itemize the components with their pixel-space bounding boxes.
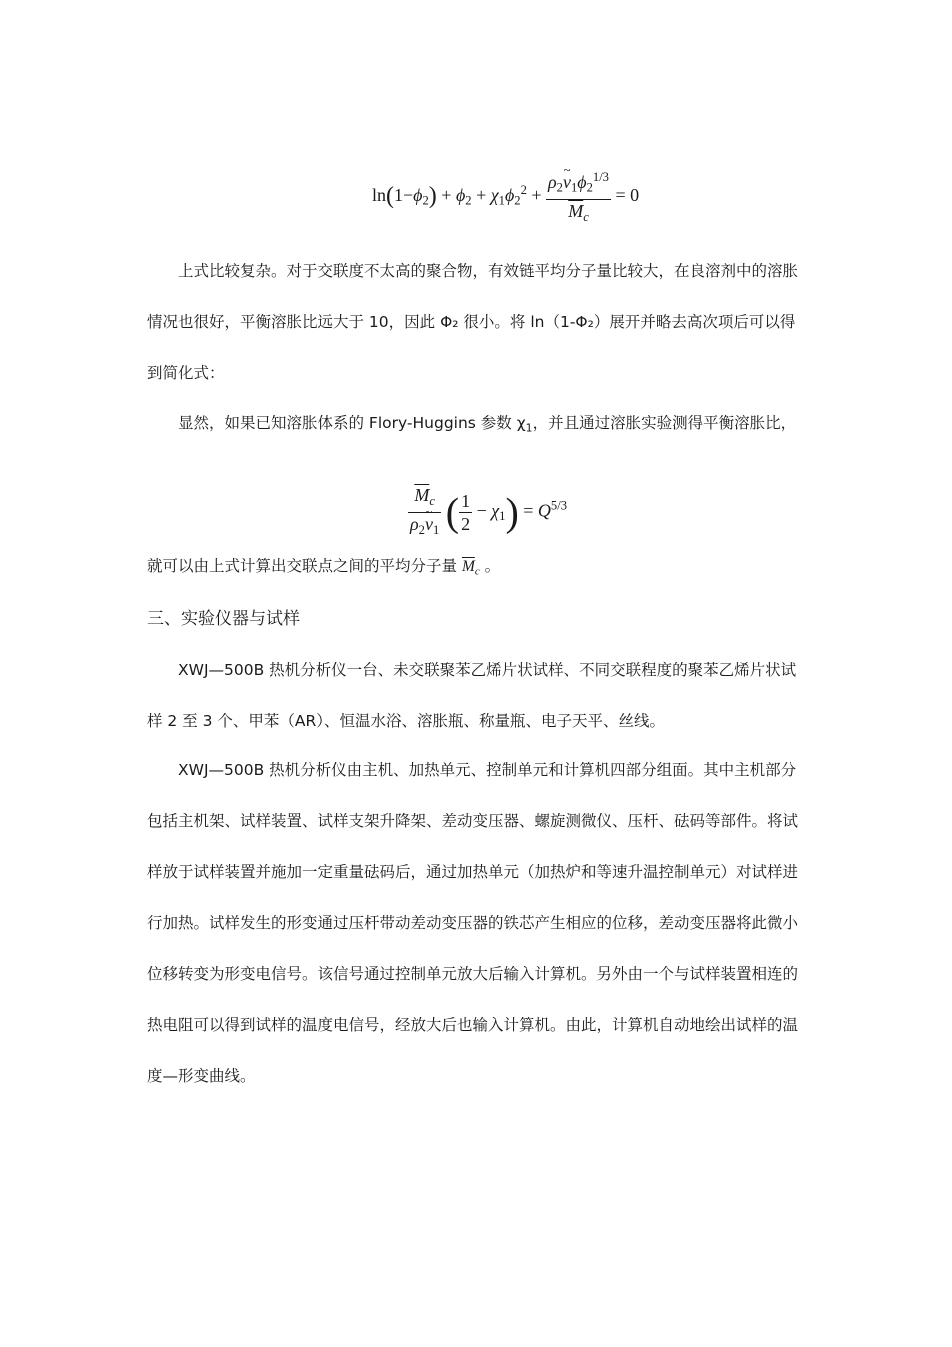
paragraph-instruments-list: XWJ—500B 热机分析仪一台、未交联聚苯乙烯片状试样、不同交联程度的聚苯乙烯片状试样 2 至 3 个、甲苯（AR）、恒温水浴、溶胀瓶、称量瓶、电子天平、丝线。 (147, 661, 797, 730)
para2-tail: ，并且通过溶胀实验测得平衡溶胀比， (532, 414, 797, 432)
eq1-rho-sub: 2 (556, 180, 563, 195)
eq1-rho: ρ (548, 171, 557, 192)
para3-M: $\overline{M}$ (461, 558, 475, 575)
para3-lead: 就可以由上式计算出交联点之间的平均分子量 (147, 557, 458, 575)
eq2-chi-sub: 1 (499, 509, 506, 524)
eq1-plus-a: + (441, 184, 452, 205)
section-heading-instruments: 三、实验仪器与试样 (147, 609, 300, 629)
eq2-v: ~ v (425, 513, 433, 535)
eq1-minus: − (403, 184, 414, 205)
eq2-chi: χ (491, 500, 500, 521)
eq1-one: 1 (394, 184, 404, 205)
eq2-v-sub: 1 (432, 522, 440, 537)
eq2-equals: = (523, 500, 534, 521)
eq2-half (459, 490, 472, 535)
equation-swelling-full: $\ln(1-\phi_2) + \phi_2 + \chi_1\phi_2^2$ + $\frac{\rho_2\sim v_1\phi_2^{1/3}}{\overline{M}_c}$ = 0 (372, 166, 639, 216)
paragraph-simplification: 上式比较复杂。对于交联度不太高的聚合物，有效链平均分子量比较大，在良溶剂中的溶胀情况也很好，平衡溶胀比远大于 10，因此 Φ₂ 很小。将 ln（1-Φ₂）展开并略去高次项后可以得到简化式： (147, 262, 799, 382)
eq2-M-sub: c (429, 493, 435, 508)
eq2-Q-exp: 5/3 (550, 498, 568, 513)
eq1-M: $\overline{M}$ (568, 200, 584, 221)
paragraph-instrument-description: XWJ—500B 热机分析仪由主机、加热单元、控制单元和计算机四部分组面。其中主机部分包括主机架、试样装置、试样支架升降架、差动变压器、螺旋测微仪、压杆、砝码等部件。将试样放于试样装置并施加一定重量砝码后，通过加热单元（加热炉和等速升温控制单元）对试样进行加热。试样发生的形变通过压杆带动差动变压器的铁芯产生相应的位移，差动变压器将此微小位移转变为形变电信号。该信号通过控制单元放大后输入计算机。另外由一个与试样装置相连的热电阻可以得到试样的温度电信号，经放大后也输入计算机。由此，计算机自动地绘出试样的温度—形变曲线。 (147, 761, 799, 1085)
eq2-M: $\overline{M}$ (414, 485, 430, 505)
eq1-phi-d-sub: 2 (586, 180, 593, 195)
eq1-fraction (546, 166, 611, 227)
eq1-phi-b: ϕ (455, 184, 466, 205)
eq1-plus-b: + (476, 184, 487, 205)
eq1-equals: = 0 (615, 184, 640, 205)
eq1-chi-sub: 1 (498, 193, 505, 208)
para2-sub: 1 (525, 421, 533, 435)
eq1-v-sub: 1 (570, 180, 578, 195)
para3-tail: 。 (484, 557, 501, 575)
eq1-chi: χ (490, 184, 499, 205)
eq2-rho: ρ (410, 513, 419, 534)
eq1-phi-d: ϕ (577, 171, 587, 192)
paragraph-flory-huggins (147, 398, 807, 453)
eq1-M-sub: c (583, 209, 589, 224)
equation-simplified: $\frac{\overline{M}_c}{\rho_2\sim v_1}$ ( $\frac{1}{2}$ − $\chi_1) = Q^{5/3}$ (408, 484, 567, 541)
eq1-plus-c: + (531, 184, 542, 205)
para3-M-sub: c (474, 565, 480, 578)
eq1-sub: 2 (422, 193, 429, 208)
eq1-sub-c: 2 (514, 193, 521, 208)
eq1-ln: ln (372, 184, 387, 205)
paragraph-mean-molecular-weight (147, 541, 807, 597)
eq1-sub-b: 2 (465, 193, 472, 208)
eq2-half-num: 1 (461, 490, 471, 511)
eq1-exp: 1/3 (592, 170, 609, 184)
para2-lead: 显然，如果已知溶胀体系的 Flory-Huggins 参数 χ (178, 414, 526, 432)
eq1-phi-c: ϕ (504, 184, 515, 205)
eq1-sq: 2 (520, 182, 527, 197)
eq2-Q: Q (537, 500, 551, 521)
eq2-half-den: 2 (461, 513, 471, 534)
eq2-minus: − (476, 500, 487, 521)
eq1-phi: ϕ (413, 184, 423, 205)
eq2-fraction (408, 484, 441, 541)
eq1-v: ~ v (563, 171, 571, 193)
eq2-rho-sub: 2 (418, 522, 425, 537)
